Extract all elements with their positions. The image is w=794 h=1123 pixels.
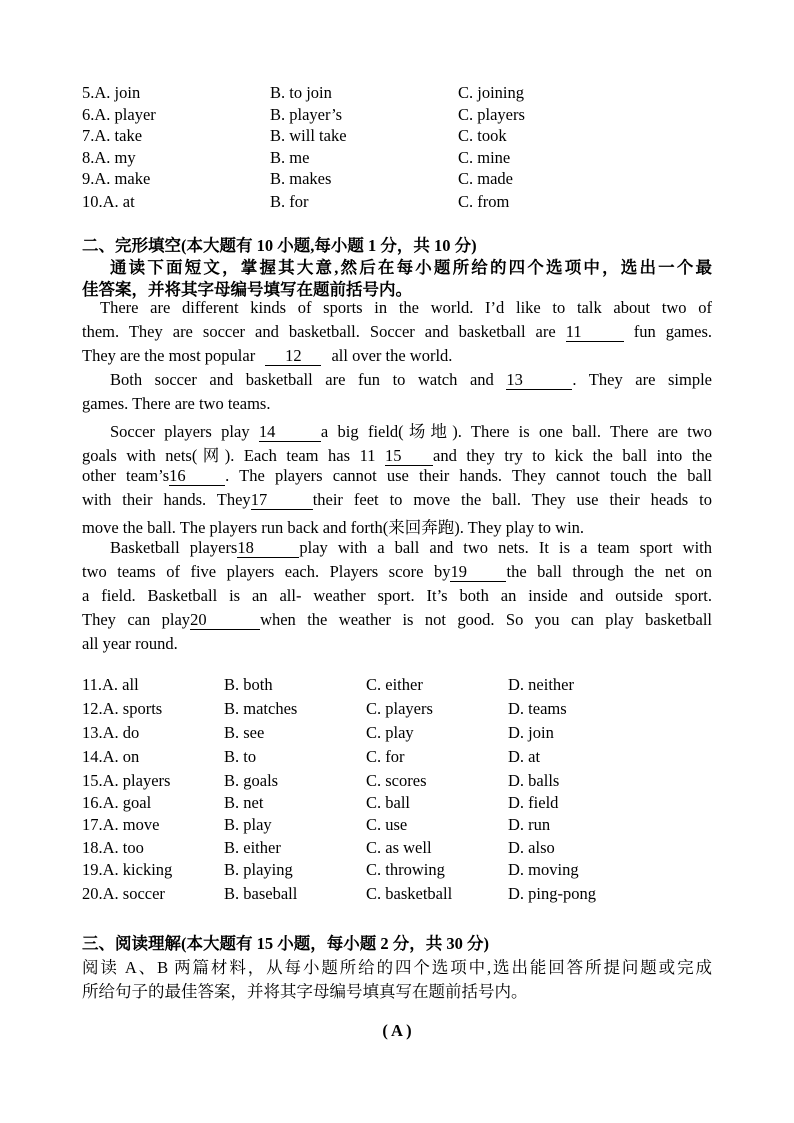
passage-text: the ball through the net on xyxy=(506,562,713,581)
passage-text: all over the world. xyxy=(331,346,453,365)
option-b: B. to join xyxy=(270,83,332,102)
passage-line: games. There are two teams. xyxy=(82,394,271,413)
passage-text: with their hands. They xyxy=(82,490,251,509)
passage-text: Basketball players xyxy=(110,538,238,557)
option-c: C. took xyxy=(458,126,507,145)
option-a: 15.A. players xyxy=(82,771,171,790)
option-a: 14.A. on xyxy=(82,747,140,766)
blank-12[interactable]: 12 xyxy=(265,347,321,366)
option-b: B. matches xyxy=(224,699,298,718)
option-d: D. at xyxy=(508,747,541,766)
passage-text: fun games. xyxy=(633,322,713,341)
option-c: C. players xyxy=(458,105,525,124)
option-b: B. makes xyxy=(270,169,332,188)
option-d: D. moving xyxy=(508,860,579,879)
blank-13[interactable]: 13 xyxy=(506,371,572,390)
passage-line xyxy=(82,346,712,366)
option-b: B. to xyxy=(224,747,257,766)
section2-title: 二、完形填空(本大题有 10 小题,每小题 1 分，共 10 分) xyxy=(82,236,477,255)
blank-20[interactable]: 20 xyxy=(190,611,260,630)
passage-text: when the weather is not good. So you can play basketball xyxy=(260,610,712,629)
option-a: 10.A. at xyxy=(82,192,135,211)
option-a: 12.A. sports xyxy=(82,699,163,718)
option-c: C. scores xyxy=(366,771,427,790)
option-c: C. mine xyxy=(458,148,511,167)
passage-text: play with a ball and two nets. It is a team sport with xyxy=(299,538,712,557)
passage-line: There are different kinds of sports in the world. I’d like to talk about two of xyxy=(100,298,712,317)
part-label: ( A ) xyxy=(382,1021,412,1040)
section2-instruction-line1: 通读下面短文，掌握其大意,然后在每小题所给的四个选项中，选出一个最 xyxy=(110,258,712,277)
option-c: C. basketball xyxy=(366,884,453,903)
option-c: C. joining xyxy=(458,83,525,102)
section3-instruction-line1: 阅读 A、B 两篇材料，从每小题所给的四个选项中,选出能回答所提问题或完成 xyxy=(82,958,712,977)
option-a: 16.A. goal xyxy=(82,793,152,812)
passage-text: their feet to move the ball. They use their heads to xyxy=(312,490,713,509)
passage-text: They can play xyxy=(82,610,191,629)
section3-instruction-line2: 所给句子的最佳答案，并将其字母编号填真写在题前括号内。 xyxy=(82,982,528,1001)
passage-text: Both soccer and basketball are fun to watch and xyxy=(110,370,494,389)
passage-line xyxy=(82,466,712,486)
option-c: C. either xyxy=(366,675,423,694)
blank-19[interactable]: 19 xyxy=(450,563,506,582)
passage-line xyxy=(82,322,712,342)
option-b: B. see xyxy=(224,723,265,742)
option-d: D. run xyxy=(508,815,551,834)
option-d: D. ping-pong xyxy=(508,884,596,903)
blank-14[interactable]: 14 xyxy=(259,423,321,442)
option-b: B. playing xyxy=(224,860,293,879)
option-c: C. for xyxy=(366,747,405,766)
passage-text: . The players cannot use their hands. They cannot touch the ball xyxy=(225,466,712,485)
option-a: 5.A. join xyxy=(82,83,141,102)
option-a: 9.A. make xyxy=(82,169,151,188)
option-a: 6.A. player xyxy=(82,105,156,124)
option-d: D. field xyxy=(508,793,559,812)
option-b: B. play xyxy=(224,815,272,834)
option-b: B. both xyxy=(224,675,273,694)
option-c: C. play xyxy=(366,723,414,742)
option-b: B. me xyxy=(270,148,310,167)
passage-text: a big field(场地). There is one ball. There are two xyxy=(320,422,712,441)
option-c: C. players xyxy=(366,699,433,718)
option-b: B. either xyxy=(224,838,281,857)
passage-line xyxy=(82,562,712,582)
passage-text: Soccer players play xyxy=(110,422,250,441)
blank-16[interactable]: 16 xyxy=(169,467,225,486)
passage-text: other team’s xyxy=(82,466,170,485)
passage-line xyxy=(110,538,712,558)
section2-instruction-line2: 佳答案，并将其字母编号填写在题前括号内。 xyxy=(82,280,412,299)
passage-text: two teams of five players each. Players score by xyxy=(82,562,451,581)
passage-text: them. They are soccer and basketball. Soccer and basketball are xyxy=(82,322,556,341)
option-c: C. ball xyxy=(366,793,410,812)
option-b: B. baseball xyxy=(224,884,298,903)
blank-11[interactable]: 11 xyxy=(566,323,624,342)
option-b: B. player’s xyxy=(270,105,343,124)
option-a: 11.A. all xyxy=(82,675,139,694)
option-a: 20.A. soccer xyxy=(82,884,165,903)
option-d: D. also xyxy=(508,838,555,857)
passage-line: move the ball. The players run back and forth(来回奔跑). They play to win. xyxy=(82,518,585,537)
section3-title: 三、阅读理解(本大题有 15 小题，每小题 2 分，共 30 分) xyxy=(82,934,489,953)
blank-18[interactable]: 18 xyxy=(237,539,299,558)
passage-line xyxy=(82,442,712,466)
passage-line xyxy=(110,418,712,442)
option-c: C. from xyxy=(458,192,510,211)
option-a: 8.A. my xyxy=(82,148,136,167)
passage-text: and they try to kick the ball into the xyxy=(433,446,713,465)
option-b: B. will take xyxy=(270,126,347,145)
option-d: D. teams xyxy=(508,699,567,718)
blank-17[interactable]: 17 xyxy=(251,491,313,510)
option-a: 13.A. do xyxy=(82,723,140,742)
option-d: D. join xyxy=(508,723,554,742)
passage-line xyxy=(82,490,712,510)
option-b: B. for xyxy=(270,192,309,211)
passage-text: . They are simple xyxy=(572,370,713,389)
option-d: D. balls xyxy=(508,771,560,790)
option-c: C. as well xyxy=(366,838,432,857)
passage-line: a field. Basketball is an all- weather sport. It’s both an inside and outside sport. xyxy=(82,586,712,605)
option-a: 18.A. too xyxy=(82,838,144,857)
passage-text: goals with nets(网). Each team has 11 xyxy=(82,446,376,465)
blank-15[interactable]: 15 xyxy=(385,447,433,466)
option-d: D. neither xyxy=(508,675,574,694)
option-a: 19.A. kicking xyxy=(82,860,173,879)
passage-line xyxy=(110,370,712,390)
passage-line xyxy=(82,610,712,630)
option-b: B. net xyxy=(224,793,264,812)
option-a: 7.A. take xyxy=(82,126,143,145)
option-c: C. use xyxy=(366,815,408,834)
passage-line: all year round. xyxy=(82,634,178,653)
passage-text: They are the most popular xyxy=(82,346,256,365)
option-c: C. made xyxy=(458,169,513,188)
option-c: C. throwing xyxy=(366,860,445,879)
option-b: B. goals xyxy=(224,771,279,790)
option-a: 17.A. move xyxy=(82,815,160,834)
